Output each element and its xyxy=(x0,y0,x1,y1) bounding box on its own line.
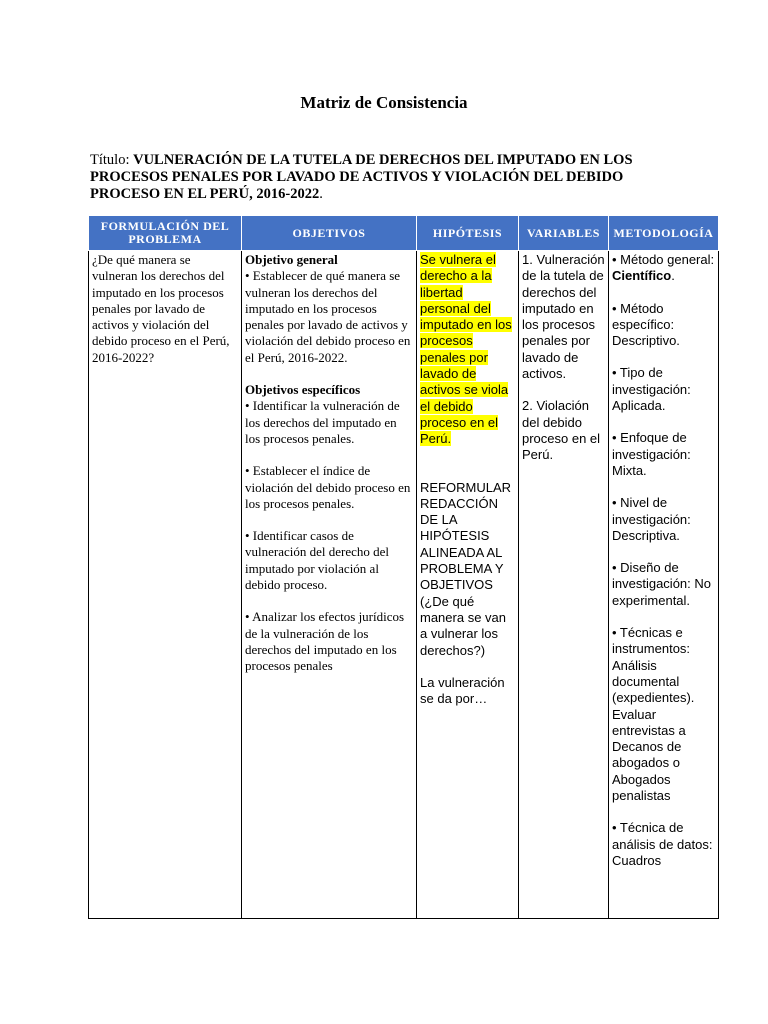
heading-label: Título: xyxy=(90,152,134,168)
objetivo-especifico-item: • Identificar la vulneración de los derechos del imputado en los procesos penales. xyxy=(245,398,400,446)
hipotesis-reformular-note: REFORMULAR REDACCIÓN DE LA HIPÓTESIS ALINEADA AL PROBLEMA Y OBJETIVOS (¿De qué manera se van a vulnerar los derechos?) xyxy=(420,479,512,658)
objetivo-especifico-item: • Establecer el índice de violación del debido proceso en los procesos penales. xyxy=(245,463,411,511)
cell-metodologia xyxy=(609,251,719,919)
header-objetivos: OBJETIVOS xyxy=(242,216,417,251)
table-row xyxy=(89,251,719,919)
variable-item: 1. Vulneración de la tutela de derechos del imputado en los procesos penales por lavado de activos. xyxy=(522,252,605,382)
header-formulacion: FORMULACIÓN DEL PROBLEMA xyxy=(89,216,242,251)
heading-suffix: . xyxy=(319,186,323,202)
problema-text: ¿De qué manera se vulneran los derechos del imputado en los procesos penales por lavado de activos y violación del debido proceso en el Perú, 2016-2022? xyxy=(92,252,230,365)
metodologia-item: • Diseño de investigación: No experimental. xyxy=(612,560,711,608)
objetivo-general-text: • Establecer de qué manera se vulneran los derechos del imputado en los procesos penales por lavado de activos y violación del debido proceso en el Perú, 2016-2022. xyxy=(245,268,411,365)
metodologia-item: • Técnicas e instrumentos: Análisis documental (expedientes). Evaluar entrevistas a Decanos de abogados o Abogados penalistas xyxy=(612,625,695,804)
table-header-row xyxy=(89,216,719,251)
objetivo-especifico-item: • Analizar los efectos jurídicos de la vulneración de los derechos del imputado en los procesos penales xyxy=(245,609,405,674)
header-hipotesis: HIPÓTESIS xyxy=(417,216,519,251)
page-title: Matriz de Consistencia xyxy=(300,93,468,112)
metodologia-item: • Nivel de investigación: Descriptiva. xyxy=(612,495,691,543)
metodo-general-label: • Método general: xyxy=(612,252,715,267)
cell-hipotesis xyxy=(417,251,519,919)
hipotesis-highlighted-text: Se vulnera el derecho a la libertad personal del imputado en los procesos penales por lavado de activos se viola el debido proceso en el Perú. xyxy=(420,252,512,447)
objetivo-general-title: Objetivo general xyxy=(245,252,338,267)
metodologia-item: • Enfoque de investigación: Mixta. xyxy=(612,430,691,478)
objetivo-especifico-item: • Identificar casos de vulneración del derecho del imputado por violación al debido proceso. xyxy=(245,528,390,593)
cell-variables xyxy=(519,251,609,919)
metodologia-item xyxy=(612,252,715,285)
metodo-general-value: Científico xyxy=(612,268,672,284)
metodologia-item: • Método específico: Descriptivo. xyxy=(612,300,680,349)
metodologia-item: • Tipo de investigación: Aplicada. xyxy=(612,365,691,414)
metodologia-item: • Técnica de análisis de datos: Cuadros xyxy=(612,820,713,868)
hipotesis-followup: La vulneración se da por… xyxy=(420,674,505,707)
cell-problema xyxy=(89,251,242,919)
variable-item: 2. Violación del debido proceso en el Perú. xyxy=(522,398,601,463)
consistency-matrix-table xyxy=(88,215,719,919)
header-metodologia: METODOLOGÍA xyxy=(609,216,719,251)
heading-title: VULNERACIÓN DE LA TUTELA DE DERECHOS DEL IMPUTADO EN LOS PROCESOS PENALES POR LAVADO DE ACTIVOS Y VIOLACIÓN DEL DEBIDO PROCESO EN EL PERÚ, 2016-2022 xyxy=(90,152,633,202)
document-heading xyxy=(90,152,690,203)
header-variables: VARIABLES xyxy=(519,216,609,251)
objetivos-especificos-title: Objetivos específicos xyxy=(245,382,361,398)
metodo-general-suffix: . xyxy=(671,268,675,284)
cell-objetivos xyxy=(242,251,417,919)
